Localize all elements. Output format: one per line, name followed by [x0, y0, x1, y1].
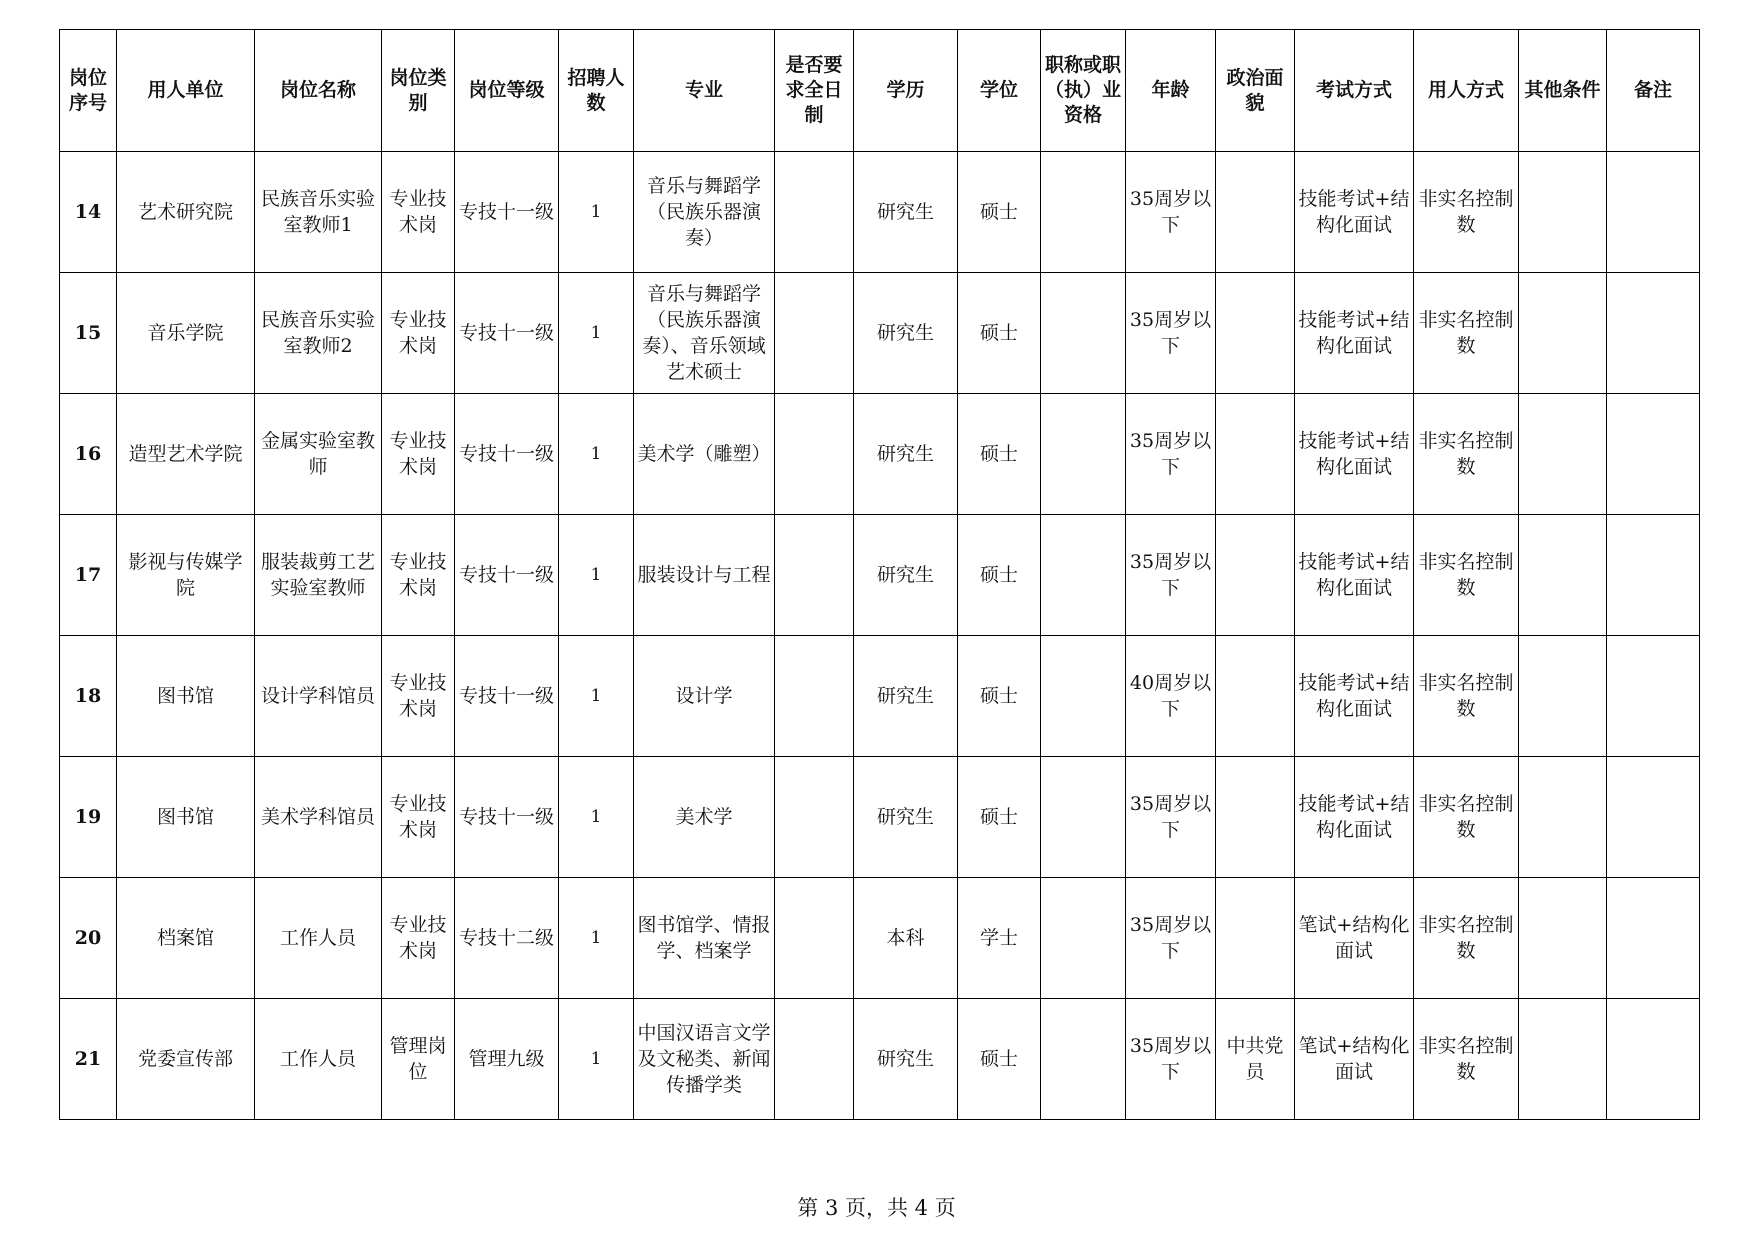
- cell-degree: 硕士: [958, 757, 1041, 878]
- cell-qualification: [1041, 636, 1126, 757]
- table-row: [60, 757, 1700, 878]
- cell-employment-type: 非实名控制数: [1414, 636, 1519, 757]
- cell-post-category: 专业技术岗: [382, 394, 455, 515]
- cell-degree: 硕士: [958, 273, 1041, 394]
- cell-post-name: 民族音乐实验室教师1: [255, 152, 382, 273]
- cell-remarks: [1607, 757, 1700, 878]
- cell-other-conditions: [1519, 636, 1607, 757]
- cell-qualification: [1041, 394, 1126, 515]
- cell-full-time-required: [775, 757, 854, 878]
- cell-full-time-required: [775, 152, 854, 273]
- header-employment-type: 用人方式: [1414, 30, 1519, 152]
- cell-political-status: [1216, 515, 1295, 636]
- cell-post-number: 18: [60, 636, 117, 757]
- cell-post-grade: 专技十二级: [455, 878, 559, 999]
- cell-exam-method: 笔试+结构化面试: [1295, 878, 1414, 999]
- cell-headcount: 1: [559, 273, 634, 394]
- cell-post-name: 工作人员: [255, 878, 382, 999]
- cell-degree: 硕士: [958, 636, 1041, 757]
- header-post-category: 岗位类别: [382, 30, 455, 152]
- cell-major: 音乐与舞蹈学（民族乐器演奏）、音乐领域艺术硕士: [634, 273, 775, 394]
- cell-education: 研究生: [854, 273, 958, 394]
- cell-degree: 学士: [958, 878, 1041, 999]
- cell-qualification: [1041, 515, 1126, 636]
- cell-post-name: 设计学科馆员: [255, 636, 382, 757]
- header-row: [60, 30, 1700, 152]
- cell-other-conditions: [1519, 515, 1607, 636]
- cell-age: 35周岁以下: [1126, 757, 1216, 878]
- cell-qualification: [1041, 999, 1126, 1120]
- cell-headcount: 1: [559, 999, 634, 1120]
- cell-exam-method: 技能考试+结构化面试: [1295, 394, 1414, 515]
- cell-employer: 音乐学院: [117, 273, 255, 394]
- cell-major: 设计学: [634, 636, 775, 757]
- cell-employer: 造型艺术学院: [117, 394, 255, 515]
- cell-major: 图书馆学、情报学、档案学: [634, 878, 775, 999]
- cell-other-conditions: [1519, 394, 1607, 515]
- cell-remarks: [1607, 636, 1700, 757]
- cell-headcount: 1: [559, 394, 634, 515]
- header-exam-method: 考试方式: [1295, 30, 1414, 152]
- cell-remarks: [1607, 878, 1700, 999]
- cell-political-status: [1216, 757, 1295, 878]
- cell-headcount: 1: [559, 636, 634, 757]
- header-age: 年龄: [1126, 30, 1216, 152]
- cell-post-grade: 专技十一级: [455, 757, 559, 878]
- cell-education: 本科: [854, 878, 958, 999]
- page-number: 第 3 页，共 4 页: [797, 1196, 956, 1220]
- cell-headcount: 1: [559, 878, 634, 999]
- cell-other-conditions: [1519, 999, 1607, 1120]
- cell-political-status: [1216, 273, 1295, 394]
- cell-post-category: 专业技术岗: [382, 878, 455, 999]
- header-degree: 学位: [958, 30, 1041, 152]
- cell-education: 研究生: [854, 636, 958, 757]
- cell-full-time-required: [775, 394, 854, 515]
- cell-post-number: 20: [60, 878, 117, 999]
- cell-post-number: 16: [60, 394, 117, 515]
- cell-post-grade: 管理九级: [455, 999, 559, 1120]
- header-headcount: 招聘人数: [559, 30, 634, 152]
- cell-employer: 影视与传媒学院: [117, 515, 255, 636]
- cell-political-status: 中共党员: [1216, 999, 1295, 1120]
- cell-degree: 硕士: [958, 394, 1041, 515]
- cell-post-grade: 专技十一级: [455, 515, 559, 636]
- recruitment-table: [59, 29, 1700, 1120]
- cell-major: 音乐与舞蹈学（民族乐器演奏）: [634, 152, 775, 273]
- cell-exam-method: 技能考试+结构化面试: [1295, 515, 1414, 636]
- table-row: [60, 152, 1700, 273]
- header-remarks: 备注: [1607, 30, 1700, 152]
- cell-post-category: 专业技术岗: [382, 757, 455, 878]
- cell-employer: 党委宣传部: [117, 999, 255, 1120]
- table-body: [60, 152, 1700, 1120]
- cell-age: 40周岁以下: [1126, 636, 1216, 757]
- cell-full-time-required: [775, 999, 854, 1120]
- cell-qualification: [1041, 273, 1126, 394]
- cell-post-number: 17: [60, 515, 117, 636]
- cell-headcount: 1: [559, 515, 634, 636]
- cell-exam-method: 技能考试+结构化面试: [1295, 636, 1414, 757]
- cell-remarks: [1607, 394, 1700, 515]
- cell-political-status: [1216, 636, 1295, 757]
- cell-post-category: 专业技术岗: [382, 515, 455, 636]
- cell-major: 美术学: [634, 757, 775, 878]
- header-full-time-required: 是否要求全日制: [775, 30, 854, 152]
- cell-employment-type: 非实名控制数: [1414, 515, 1519, 636]
- cell-qualification: [1041, 878, 1126, 999]
- cell-employer: 档案馆: [117, 878, 255, 999]
- cell-post-number: 21: [60, 999, 117, 1120]
- cell-other-conditions: [1519, 757, 1607, 878]
- cell-remarks: [1607, 999, 1700, 1120]
- header-qualification: 职称或职（执）业资格: [1041, 30, 1126, 152]
- cell-full-time-required: [775, 273, 854, 394]
- cell-political-status: [1216, 878, 1295, 999]
- cell-post-grade: 专技十一级: [455, 152, 559, 273]
- cell-major: 美术学（雕塑）: [634, 394, 775, 515]
- cell-exam-method: 技能考试+结构化面试: [1295, 152, 1414, 273]
- cell-post-grade: 专技十一级: [455, 394, 559, 515]
- cell-remarks: [1607, 273, 1700, 394]
- cell-degree: 硕士: [958, 515, 1041, 636]
- table-row: [60, 999, 1700, 1120]
- cell-education: 研究生: [854, 757, 958, 878]
- cell-education: 研究生: [854, 394, 958, 515]
- header-major: 专业: [634, 30, 775, 152]
- cell-full-time-required: [775, 636, 854, 757]
- cell-age: 35周岁以下: [1126, 999, 1216, 1120]
- cell-degree: 硕士: [958, 152, 1041, 273]
- table-row: [60, 394, 1700, 515]
- cell-remarks: [1607, 515, 1700, 636]
- cell-post-category: 管理岗位: [382, 999, 455, 1120]
- cell-employment-type: 非实名控制数: [1414, 878, 1519, 999]
- cell-full-time-required: [775, 878, 854, 999]
- cell-other-conditions: [1519, 152, 1607, 273]
- cell-post-name: 美术学科馆员: [255, 757, 382, 878]
- cell-political-status: [1216, 394, 1295, 515]
- cell-major: 服装设计与工程: [634, 515, 775, 636]
- cell-post-number: 19: [60, 757, 117, 878]
- table-row: [60, 636, 1700, 757]
- cell-other-conditions: [1519, 273, 1607, 394]
- cell-employment-type: 非实名控制数: [1414, 152, 1519, 273]
- cell-exam-method: 技能考试+结构化面试: [1295, 757, 1414, 878]
- cell-age: 35周岁以下: [1126, 515, 1216, 636]
- cell-full-time-required: [775, 515, 854, 636]
- cell-post-number: 14: [60, 152, 117, 273]
- header-other-conditions: 其他条件: [1519, 30, 1607, 152]
- cell-post-category: 专业技术岗: [382, 636, 455, 757]
- cell-qualification: [1041, 152, 1126, 273]
- table-row: [60, 273, 1700, 394]
- header-political-status: 政治面貌: [1216, 30, 1295, 152]
- cell-employer: 图书馆: [117, 757, 255, 878]
- header-employer: 用人单位: [117, 30, 255, 152]
- cell-employment-type: 非实名控制数: [1414, 999, 1519, 1120]
- cell-political-status: [1216, 152, 1295, 273]
- table-row: [60, 515, 1700, 636]
- cell-age: 35周岁以下: [1126, 394, 1216, 515]
- cell-headcount: 1: [559, 757, 634, 878]
- cell-exam-method: 技能考试+结构化面试: [1295, 273, 1414, 394]
- cell-education: 研究生: [854, 515, 958, 636]
- cell-post-category: 专业技术岗: [382, 152, 455, 273]
- header-post-name: 岗位名称: [255, 30, 382, 152]
- cell-employer: 图书馆: [117, 636, 255, 757]
- header-education: 学历: [854, 30, 958, 152]
- table-row: [60, 878, 1700, 999]
- cell-major: 中国汉语言文学及文秘类、新闻传播学类: [634, 999, 775, 1120]
- cell-employment-type: 非实名控制数: [1414, 394, 1519, 515]
- cell-age: 35周岁以下: [1126, 878, 1216, 999]
- cell-degree: 硕士: [958, 999, 1041, 1120]
- cell-education: 研究生: [854, 152, 958, 273]
- cell-post-category: 专业技术岗: [382, 273, 455, 394]
- cell-education: 研究生: [854, 999, 958, 1120]
- cell-employment-type: 非实名控制数: [1414, 273, 1519, 394]
- cell-remarks: [1607, 152, 1700, 273]
- cell-post-name: 工作人员: [255, 999, 382, 1120]
- cell-age: 35周岁以下: [1126, 273, 1216, 394]
- cell-post-grade: 专技十一级: [455, 273, 559, 394]
- cell-post-number: 15: [60, 273, 117, 394]
- cell-qualification: [1041, 757, 1126, 878]
- cell-other-conditions: [1519, 878, 1607, 999]
- cell-employment-type: 非实名控制数: [1414, 757, 1519, 878]
- cell-post-name: 服装裁剪工艺实验室教师: [255, 515, 382, 636]
- cell-age: 35周岁以下: [1126, 152, 1216, 273]
- header-post-grade: 岗位等级: [455, 30, 559, 152]
- cell-post-name: 民族音乐实验室教师2: [255, 273, 382, 394]
- header-post-number: 岗位序号: [60, 30, 117, 152]
- cell-exam-method: 笔试+结构化面试: [1295, 999, 1414, 1120]
- cell-employer: 艺术研究院: [117, 152, 255, 273]
- cell-headcount: 1: [559, 152, 634, 273]
- cell-post-name: 金属实验室教师: [255, 394, 382, 515]
- cell-post-grade: 专技十一级: [455, 636, 559, 757]
